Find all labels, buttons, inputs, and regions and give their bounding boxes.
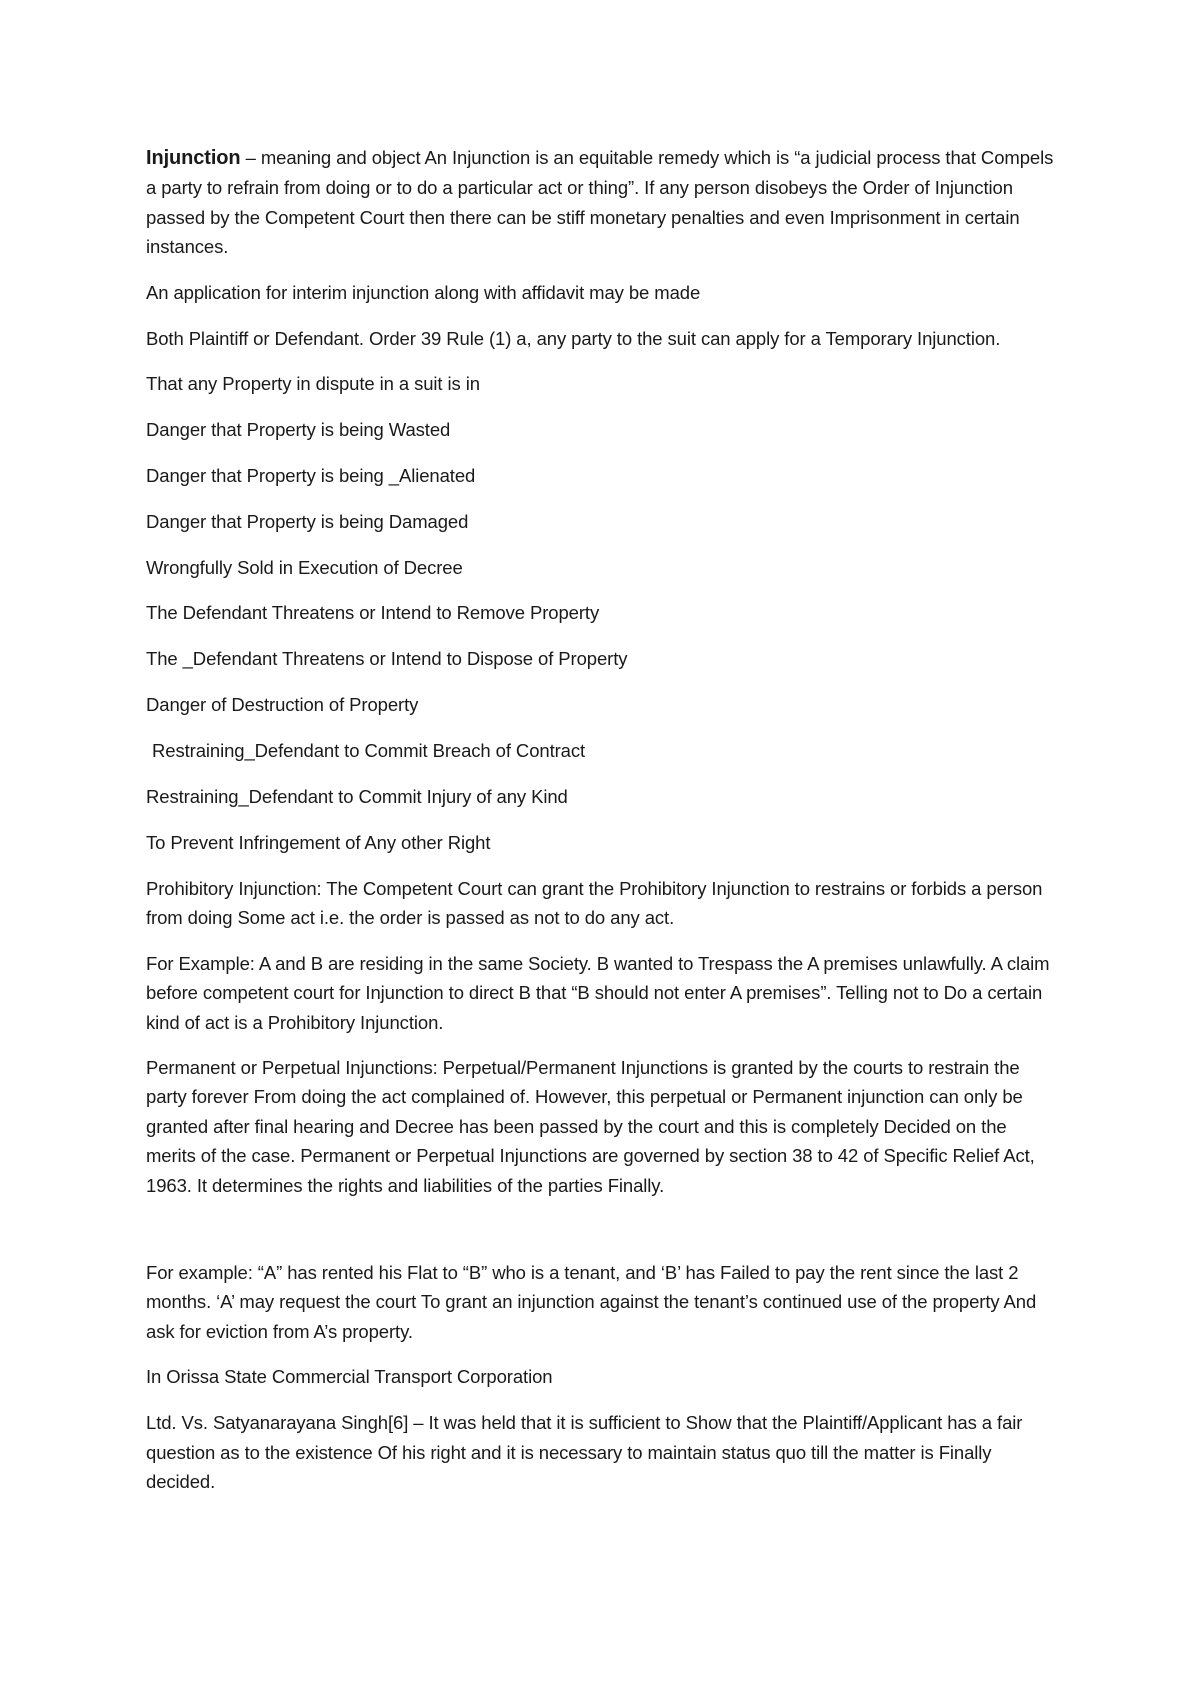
case-holding-paragraph: Ltd. Vs. Satyanarayana Singh[6] – It was held that it is sufficient to Show that the Plaintiff/Applicant has a fair question as to the existence Of his right and it is necessary to maintain status quo till the matter is Finally decided. [146,1412,1023,1492]
heading-injunction: Injunction [146,147,241,169]
ground-item: Danger that Property is being Wasted [146,418,451,440]
ground-item: Wrongfully Sold in Execution of Decree [146,556,463,578]
ground-item: Danger that Property is being _Alienated [146,464,476,486]
ground-item: Restraining_Defendant to Commit Injury of any Kind [146,786,568,808]
ground-item: Restraining_Defendant to Commit Breach of Contract [152,740,586,762]
document-page [146,143,1056,1512]
ground-item: Danger of Destruction of Property [146,694,419,716]
prohibitory-paragraph: Prohibitory Injunction: The Competent Court can grant the Prohibitory Injunction to restrains or forbids a person from doing Some act i.e. the order is passed as not to do any act. [146,877,1043,929]
example-paragraph-1: For Example: A and B are residing in the same Society. B wanted to Trespass the A premises unlawfully. A claim before competent court for Injunction to direct B that “B should not enter A premises”. Telling not to Do a certain kind of act is a Prohibitory Injunction. [146,952,1050,1033]
application-line: An application for interim injunction along with affidavit may be made [146,281,701,303]
case-intro-line: In Orissa State Commercial Transport Corporation [146,1366,553,1388]
permanent-paragraph: Permanent or Perpetual Injunctions: Perpetual/Permanent Injunctions is granted by the courts to restrain the party forever From doing the act complained of. However, this perpetual or Permanent injunction can only be granted after final hearing and Decree has been passed by the court and this is completely Decided on the merits of the case. Permanent or Perpetual Injunctions are governed by section 38 to 42 of Specific Relief Act, 1963. It determines the rights and liabilities of the parties Finally. [146,1056,1035,1196]
intro-paragraph [146,143,1056,262]
ground-item: To Prevent Infringement of Any other Right [146,832,491,853]
intro-text: – meaning and object An Injunction is an equitable remedy which is “a judicial process that Compels a party to refrain from doing or to do a particular act or thing”. If any person disobeys the Order of Injunction passed by the Competent Court then there can be stiff monetary penalties and even Imprisonment in certain instances. [146,147,1054,258]
ground-item: The _Defendant Threatens or Intend to Dispose of Property [146,648,628,670]
ground-item: Danger that Property is being Damaged [146,510,469,532]
both-parties-paragraph: Both Plaintiff or Defendant. Order 39 Rule (1) a, any party to the suit can apply for a Temporary Injunction. [146,327,1001,349]
ground-item: That any Property in dispute in a suit is in [146,372,480,394]
example-paragraph-2: For example: “A” has rented his Flat to “B” who is a tenant, and ‘B’ has Failed to pay the rent since the last 2 months. ‘A’ may request the court To grant an injunction against the tenant’s continued use of the property And ask for eviction from A’s property. [146,1261,1037,1342]
blank-line [146,1216,1056,1258]
ground-item: The Defendant Threatens or Intend to Remove Property [146,602,600,624]
